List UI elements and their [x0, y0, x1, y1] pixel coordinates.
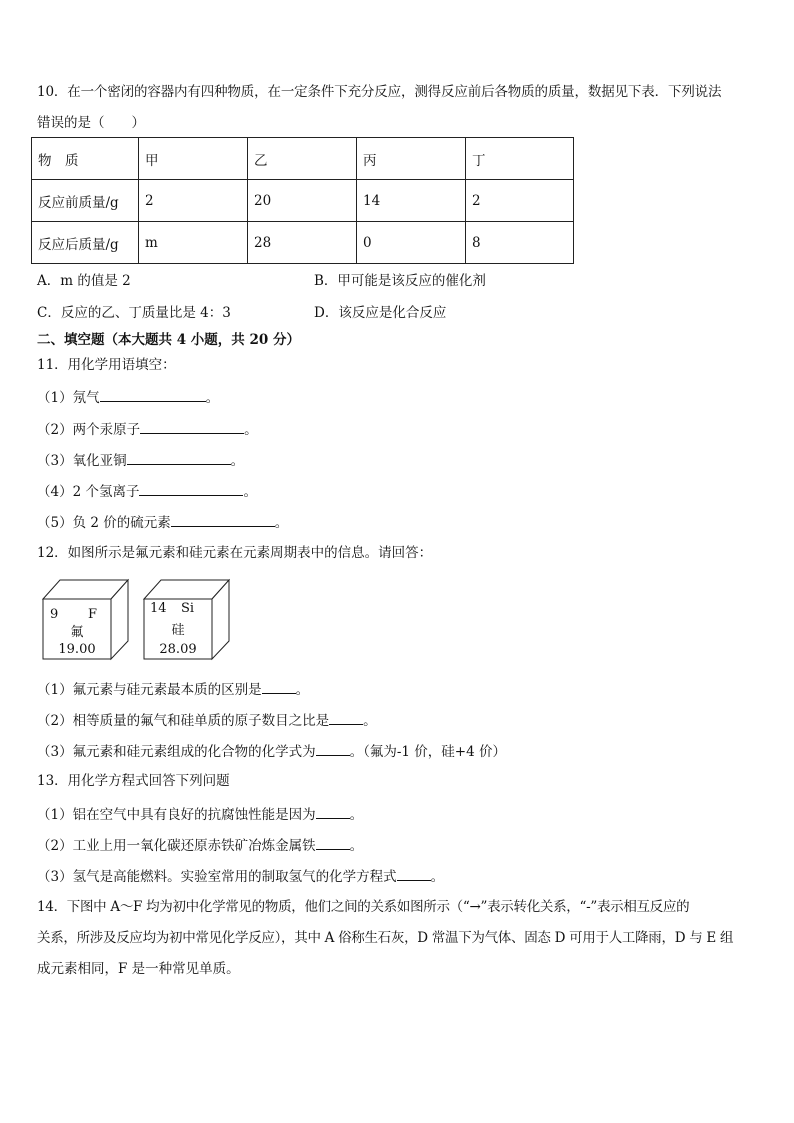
q10-stem-line1: 10．在一个密闭的容器内有四种物质，在一定条件下充分反应，测得反应前后各物质的质量，数据见下表．下列说法 [37, 84, 722, 100]
answer-blank[interactable] [171, 512, 275, 527]
table-cell: 反应后质量/g [32, 222, 139, 264]
item-text: （1）氟元素与硅元素最本质的区别是 [37, 682, 262, 698]
period: 。 [274, 515, 289, 531]
silicon-element-cell [141, 577, 231, 661]
item-text: （5）负 2 价的硫元素 [37, 515, 171, 531]
element-name: 硅 [171, 623, 185, 638]
q13-sub-1 [37, 804, 363, 824]
atomic-number: 9 [50, 607, 59, 622]
item-text: （2）工业上用一氧化碳还原赤铁矿冶炼金属铁 [37, 838, 316, 854]
q13-stem: 13．用化学方程式回答下列问题 [37, 773, 230, 789]
answer-blank[interactable] [316, 741, 350, 756]
period: 。 [349, 838, 364, 854]
atomic-mass: 28.09 [159, 642, 197, 657]
q14-line2: 关系，所涉及反应均为初中常见化学反应），其中 A 俗称生石灰，D 常温下为气体、固态 D 可用于人工降雨，D 与 E 组 [37, 930, 734, 946]
table-header-row [32, 138, 574, 180]
period: 。 [244, 422, 258, 438]
table-cell: 2 [139, 180, 248, 222]
table-cell: 乙 [248, 138, 357, 180]
table-cell: 0 [357, 222, 466, 264]
answer-blank[interactable] [397, 866, 431, 881]
item-text: （2）相等质量的氟气和硅单质的原子数目之比是 [37, 713, 330, 729]
period: 。 [205, 390, 220, 406]
period: 。 [243, 484, 257, 500]
period: 。 [295, 682, 310, 698]
period: 。 [430, 869, 445, 885]
table-cell: 丙 [357, 138, 466, 180]
answer-blank[interactable] [316, 804, 350, 819]
q11-item-5 [37, 512, 288, 532]
item-text: （3）氢气是高能燃料。实验室常用的制取氢气的化学方程式 [37, 869, 397, 885]
q10-option-d: D．该反应是化合反应 [314, 305, 447, 321]
item-text: （1）氖气 [37, 390, 100, 406]
q14-line1: 14．下图中 A～F 均为初中化学常见的物质，他们之间的关系如图所示（“→”表示转化关系，“-”表示相互反应的 [37, 899, 690, 915]
table-cell: 反应前质量/g [32, 180, 139, 222]
table-cell: 14 [357, 180, 466, 222]
item-text: （2）两个汞原子 [37, 422, 141, 438]
fluorine-element-cell [40, 577, 130, 661]
period: 。 [363, 713, 377, 729]
table-cell: 物 质 [32, 138, 139, 180]
answer-blank[interactable] [262, 679, 296, 694]
period: 。 [230, 453, 245, 469]
period: 。 [349, 807, 364, 823]
element-name: 氟 [70, 625, 84, 640]
q10-stem-line2: 错误的是（ ） [37, 115, 145, 131]
q10-mass-table [31, 137, 574, 264]
item-text: （4）2 个氢离子 [37, 484, 140, 500]
q12-sub-2 [37, 710, 377, 730]
table-row [32, 180, 574, 222]
table-cell: 丁 [466, 138, 574, 180]
item-text: （1）铝在空气中具有良好的抗腐蚀性能是因为 [37, 807, 316, 823]
item-text: （3）氟元素和硅元素组成的化合物的化学式为 [37, 744, 316, 760]
table-cell: 28 [248, 222, 357, 264]
table-cell: 8 [466, 222, 574, 264]
q10-option-b: B．甲可能是该反应的催化剂 [314, 273, 486, 289]
q14-line3: 成元素相同，F 是一种常见单质。 [37, 961, 240, 977]
q12-stem: 12．如图所示是氟元素和硅元素在元素周期表中的信息。请回答： [37, 545, 433, 561]
atomic-number: 14 [150, 601, 167, 616]
table-cell: 2 [466, 180, 574, 222]
q12-sub-3 [37, 741, 506, 761]
element-symbol: Si [181, 601, 195, 616]
q10-option-a: A．m 的值是 2 [37, 273, 131, 289]
q11-item-1 [37, 387, 219, 407]
element-symbol: F [88, 607, 98, 622]
section-title: 二、填空题（本大题共 4 小题，共 20 分） [37, 332, 300, 348]
answer-blank[interactable] [140, 419, 244, 434]
atomic-mass: 19.00 [58, 642, 96, 657]
valence-note: 。（氟为-1 价，硅+4 价） [349, 744, 506, 760]
answer-blank[interactable] [316, 835, 350, 850]
q12-sub-1 [37, 679, 309, 699]
answer-blank[interactable] [127, 450, 231, 465]
table-row [32, 222, 574, 264]
answer-blank[interactable] [139, 481, 243, 496]
q11-stem: 11．用化学用语填空： [37, 357, 176, 373]
table-cell: 甲 [139, 138, 248, 180]
q10-option-c: C．反应的乙、丁质量比是 4：3 [37, 305, 231, 321]
q13-sub-3 [37, 866, 444, 886]
q13-sub-2 [37, 835, 363, 855]
table-cell: 20 [248, 180, 357, 222]
answer-blank[interactable] [100, 387, 206, 402]
q11-item-2 [37, 419, 258, 439]
table-cell: m [139, 222, 248, 264]
item-text: （3）氧化亚铜 [37, 453, 127, 469]
q11-item-3 [37, 450, 244, 470]
q11-item-4 [37, 481, 257, 501]
answer-blank[interactable] [329, 710, 363, 725]
